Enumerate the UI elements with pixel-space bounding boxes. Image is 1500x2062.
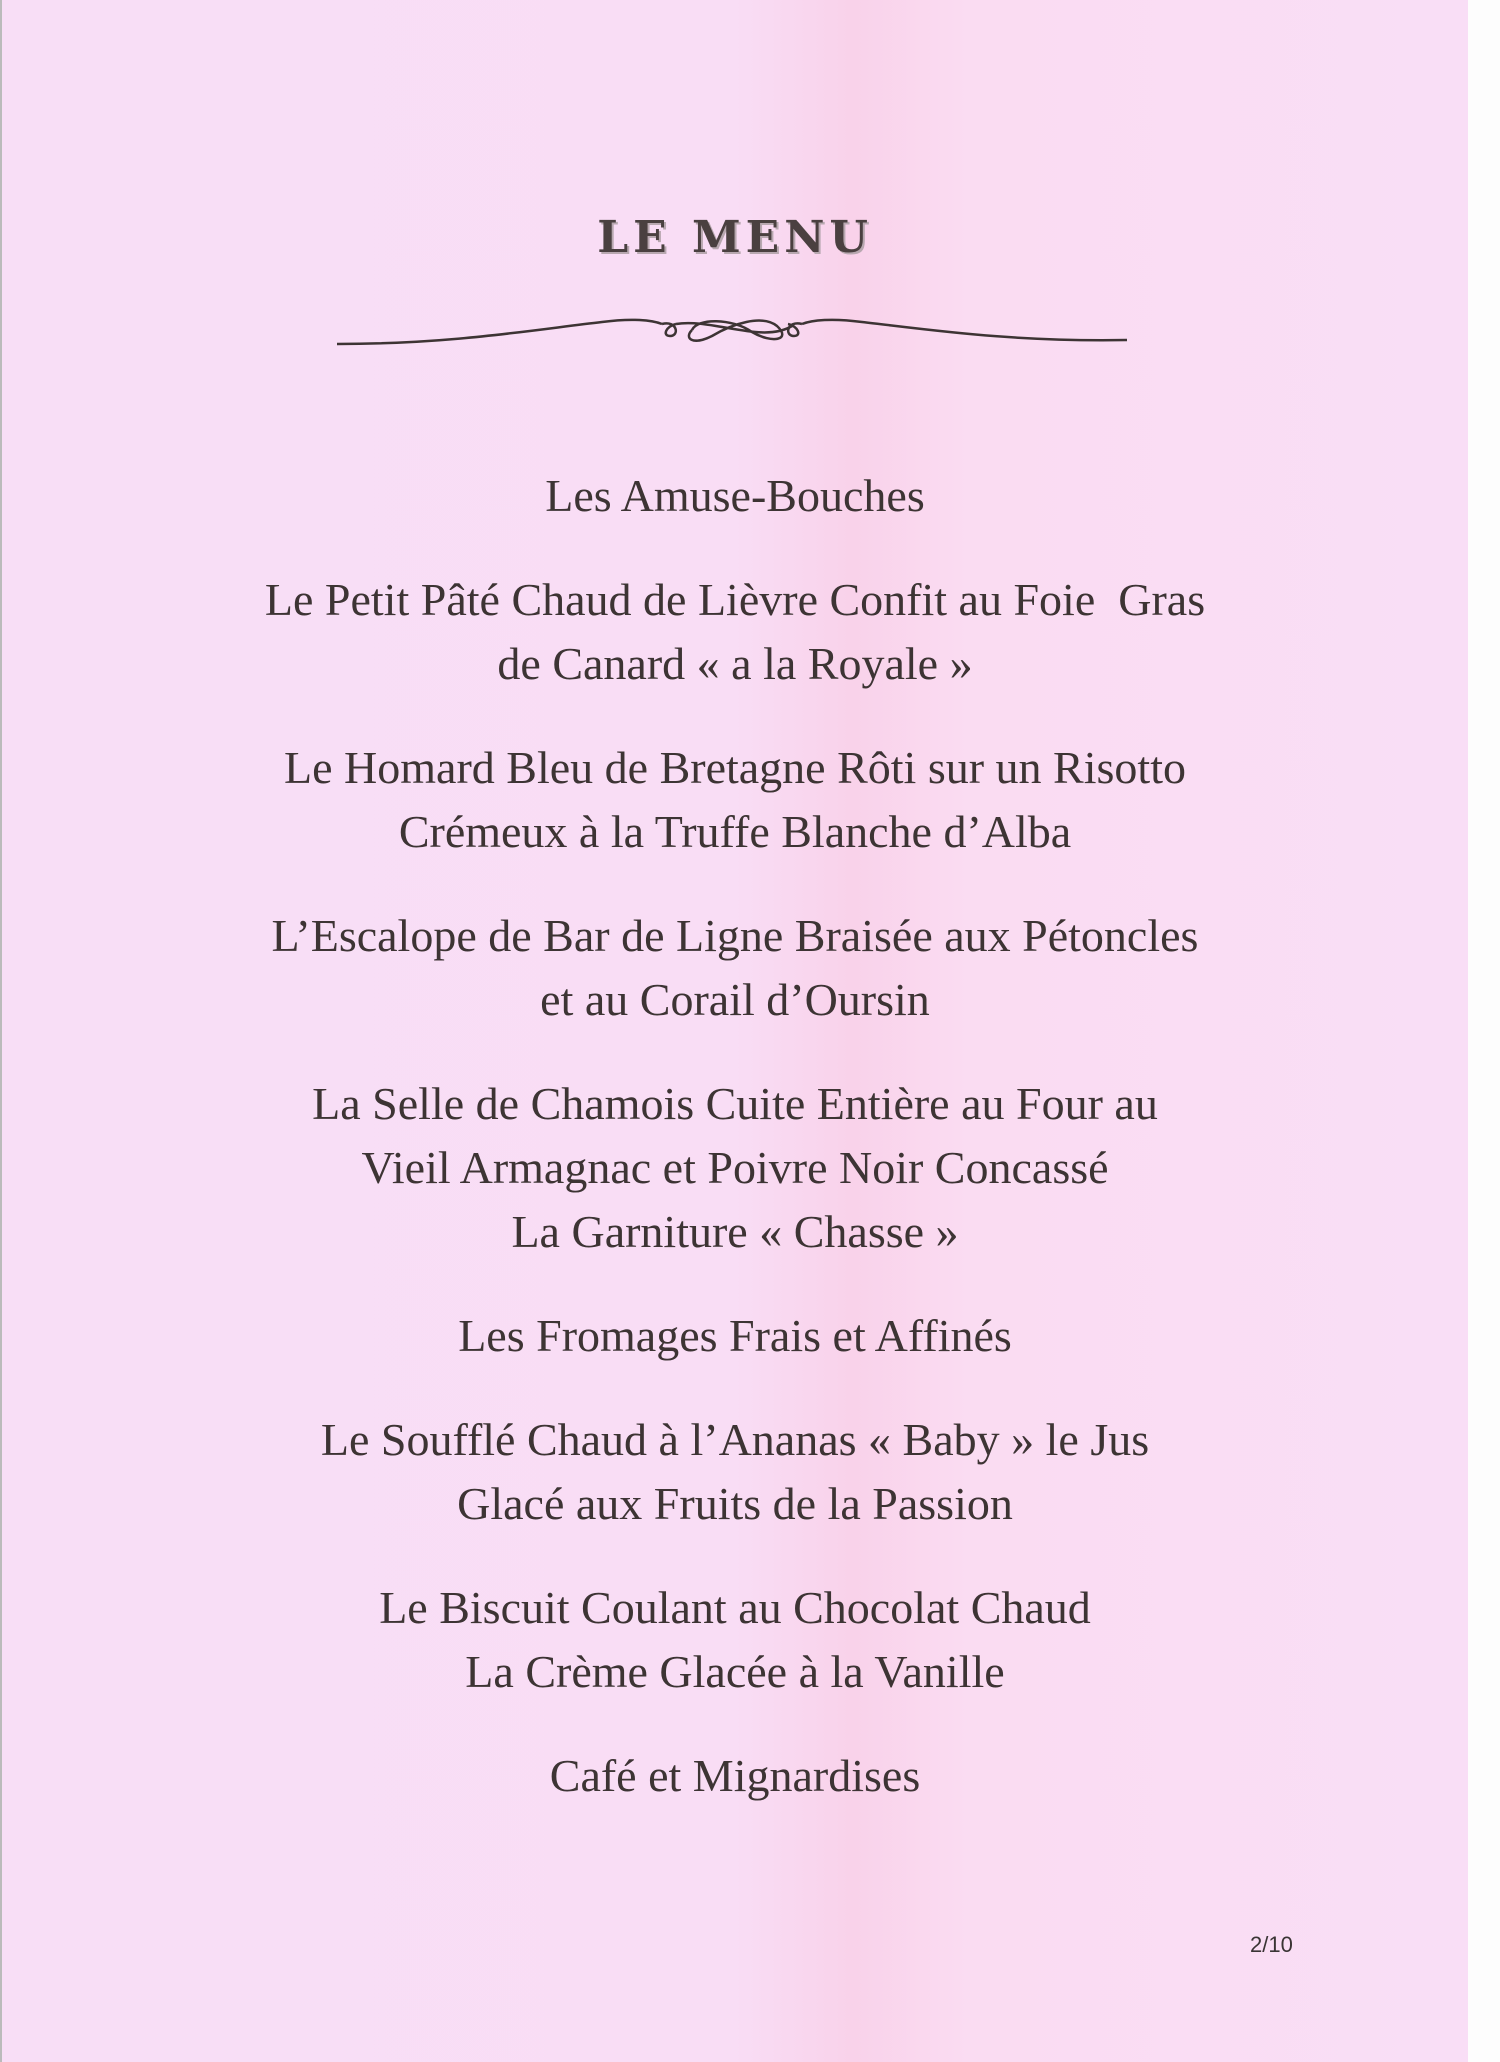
- menu-course: [2, 1576, 1468, 1704]
- menu-course-list: [2, 464, 1468, 1848]
- course-line: La Selle de Chamois Cuite Entière au Four au: [312, 1078, 1158, 1129]
- course-line: Crémeux à la Truffe Blanche d’Alba: [398, 806, 1072, 857]
- menu-course: [2, 1304, 1468, 1368]
- menu-course: [2, 1744, 1468, 1808]
- course-line: Le Homard Bleu de Bretagne Rôti sur un Risotto: [284, 742, 1186, 793]
- page-number: 2/10: [1250, 1932, 1293, 1957]
- menu-course: [2, 736, 1468, 864]
- course-line: La Crème Glacée à la Vanille: [465, 1646, 1005, 1697]
- page-title: LE MENU: [597, 212, 873, 263]
- course-line: Les Amuse-Bouches: [545, 470, 925, 521]
- course-line: Le Biscuit Coulant au Chocolat Chaud: [379, 1582, 1091, 1633]
- menu-course: [2, 1408, 1468, 1536]
- course-line: Glacé aux Fruits de la Passion: [457, 1478, 1013, 1529]
- course-line: Les Fromages Frais et Affinés: [458, 1310, 1012, 1361]
- course-line: La Garniture « Chasse »: [511, 1206, 959, 1257]
- course-line: de Canard « a la Royale »: [497, 638, 973, 689]
- course-line: Le Soufflé Chaud à l’Ananas « Baby » le Jus: [320, 1414, 1150, 1465]
- menu-course: [2, 464, 1468, 528]
- menu-course: [2, 568, 1468, 696]
- course-line: Le Petit Pâté Chaud de Lièvre Confit au Foie Gras: [264, 574, 1206, 625]
- menu-course: [2, 904, 1468, 1032]
- course-line: L’Escalope de Bar de Ligne Braisée aux Pétoncles: [271, 910, 1199, 961]
- course-line: Vieil Armagnac et Poivre Noir Concassé: [361, 1142, 1109, 1193]
- course-line: Café et Mignardises: [549, 1750, 921, 1801]
- ornament-divider-icon: [332, 300, 1132, 360]
- course-line: et au Corail d’Oursin: [540, 974, 930, 1025]
- menu-course: [2, 1072, 1468, 1264]
